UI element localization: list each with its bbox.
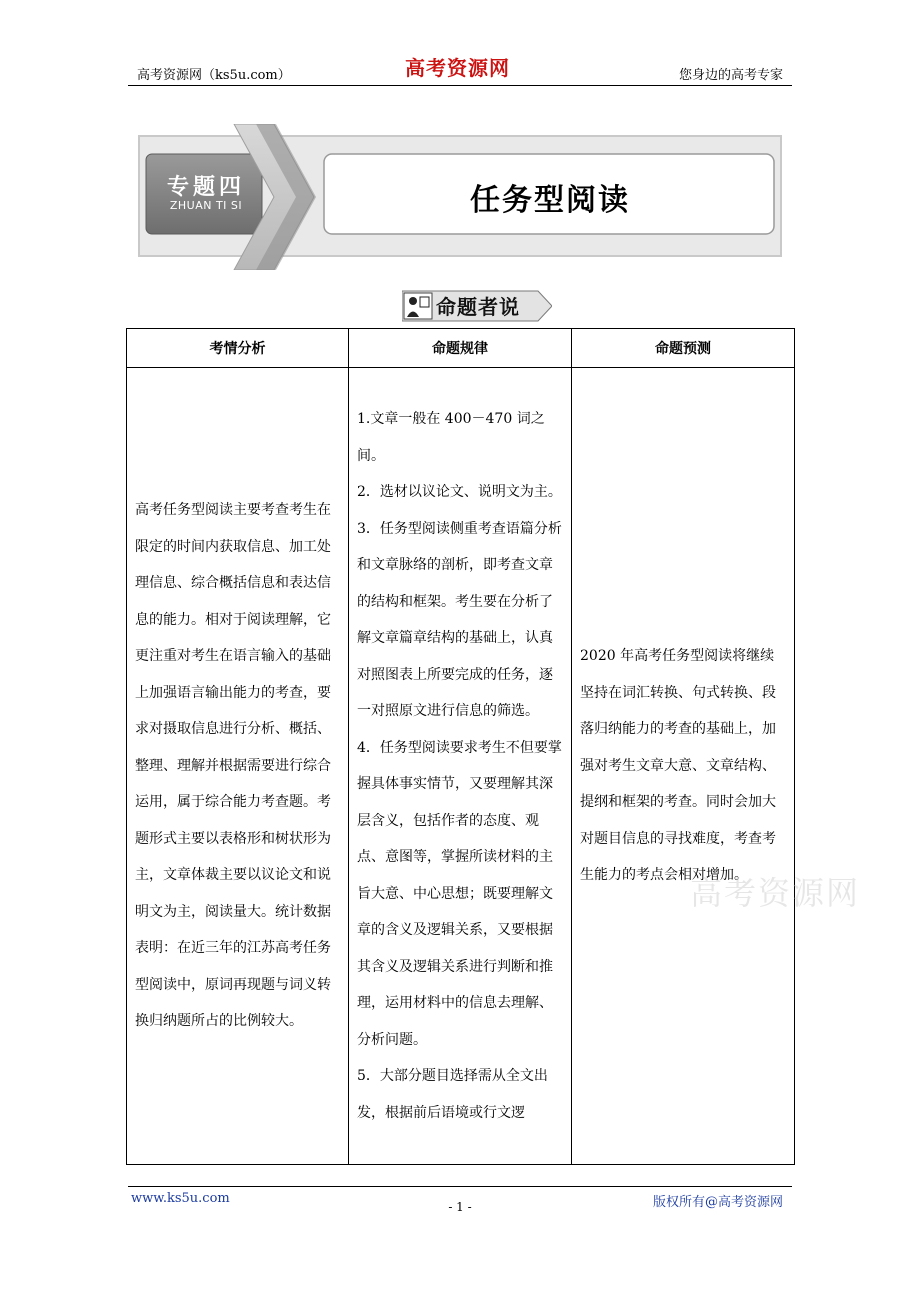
patterns-cell	[349, 368, 572, 1165]
topic-number: 专题四	[166, 175, 245, 200]
header-logo: 高考资源网	[405, 56, 510, 80]
forecast-cell	[572, 368, 795, 1165]
pattern-item: 4．任务型阅读要求考生不但要掌握具体事实情节，又要理解其深层含义，包括作者的态度、观点、意图等，掌握所读材料的主旨大意、中心思想；既要理解文章的含义及逻辑关系，又要根据其含义及逻辑关系进行判断和推理，运用材料中的信息去理解、分析问题。	[357, 739, 562, 1048]
topic-pinyin: ZHUAN TI SI	[169, 199, 243, 212]
pattern-item: 3．任务型阅读侧重考查语篇分析和文章脉络的剖析，即考查文章的结构和框架。考生要在分析了解文章篇章结构的基础上，认真对照图表上所要完成的任务，逐一对照原文进行信息的筛选。	[357, 520, 562, 719]
footer-divider	[128, 1186, 792, 1187]
page-number: - 1 -	[448, 1200, 472, 1214]
analysis-text: 高考任务型阅读主要考查考生在限定的时间内获取信息、加工处理信息、综合概括信息和表达信息的能力。相对于阅读理解，它更注重对考生在语言输入的基础上加强语言输出能力的考查，要求对摄取信息进行分析、概括、整理、理解并根据需要进行综合运用，属于综合能力考查题。考题形式主要以表格形和树状形为主，文章体裁主要以议论文和说明文为主，阅读量大。统计数据表明：在近三年的江苏高考任务型阅读中，原词再现题与词义转换归纳题所占的比例较大。	[135, 502, 331, 1030]
exam-analysis-table	[126, 328, 795, 1165]
pattern-item: 2．选材以议论文、说明文为主。	[357, 484, 562, 500]
header-slogan: 您身边的高考专家	[678, 68, 783, 83]
analysis-cell	[127, 368, 349, 1165]
footer-copyright: 版权所有@高考资源网	[652, 1195, 783, 1210]
col-header-forecast: 命题预测	[572, 329, 795, 368]
col-header-patterns: 命题规律	[349, 329, 572, 368]
pattern-item: 5．大部分题目选择需从全文出发，根据前后语境或行文逻	[357, 1068, 548, 1121]
col-header-analysis: 考情分析	[127, 329, 349, 368]
watermark: 高考资源网	[690, 874, 861, 912]
footer-link[interactable]: www.ks5u.com	[131, 1191, 230, 1206]
header-site-name: 高考资源网（ks5u.com）	[137, 68, 291, 83]
forecast-text: 2020 年高考任务型阅读将继续坚持在词汇转换、句式转换、段落归纳能力的考查的基础上，加强对考生文章大意、文章结构、提纲和框架的考查。同时会加大对题目信息的寻找难度，考查考生能力的考点会相对增加。	[580, 648, 776, 884]
table-header-row	[127, 329, 795, 368]
page-title: 任务型阅读	[470, 183, 630, 218]
header-divider	[128, 85, 792, 86]
pattern-item: 1.文章一般在 400－470 词之间。	[357, 411, 545, 464]
section-title: 命题者说	[436, 295, 520, 319]
table-row	[127, 368, 795, 1165]
